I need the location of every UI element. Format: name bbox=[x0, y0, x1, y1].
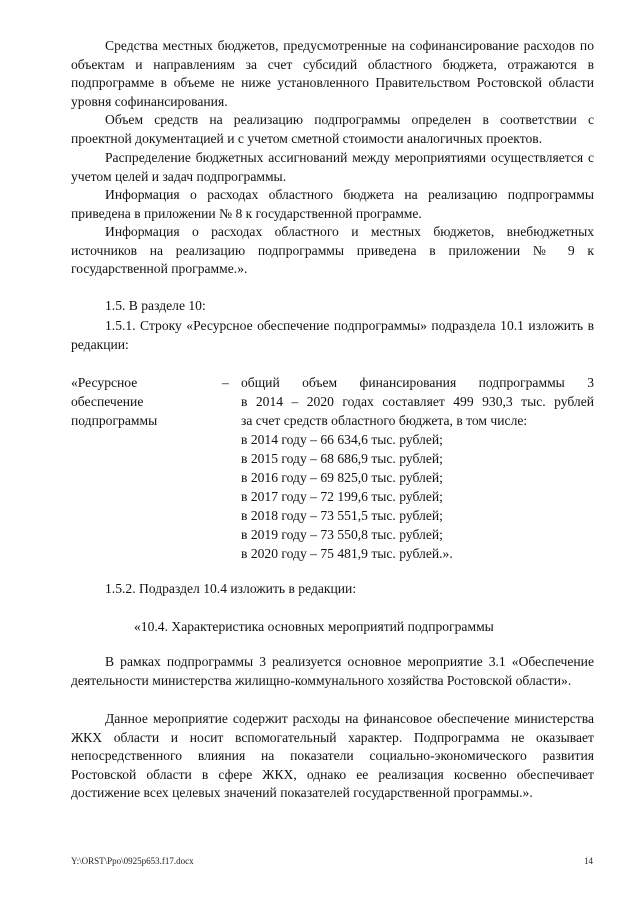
paragraph-info-local: Информация о расходах областного и местных бюджетов, внебюджетных источников на реализацию подпрограммы приведена в приложении № 9 к государственной программе.». bbox=[71, 224, 594, 277]
resource-year-2019: в 2019 году – 73 550,8 тыс. рублей; bbox=[241, 527, 443, 542]
resource-value-line: в 2014 – 2020 годах составляет 499 930,3 тыс. рублей bbox=[241, 394, 594, 409]
paragraph-distribution: Распределение бюджетных ассигнований между мероприятиями осуществляется с учетом целей и задач подпрограммы. bbox=[71, 150, 594, 184]
resource-year-2017: в 2017 году – 72 199,6 тыс. рублей; bbox=[241, 489, 443, 504]
resource-value-line: за счет средств областного бюджета, в том числе: bbox=[241, 413, 528, 428]
subsection-heading: «10.4. Характеристика основных мероприятий подпрограммы bbox=[134, 619, 494, 634]
resource-dash: – bbox=[222, 375, 229, 390]
resource-label-line: «Ресурсное bbox=[71, 375, 138, 390]
paragraph-volume: Объем средств на реализацию подпрограммы определен в соответствии с проектной документацией и с учетом сметной стоимости аналогичных проектов. bbox=[71, 112, 594, 146]
resource-label-line: обеспечение bbox=[71, 394, 144, 409]
page-number: 14 bbox=[584, 856, 593, 866]
resource-year-2014: в 2014 году – 66 634,6 тыс. рублей; bbox=[241, 432, 443, 447]
resource-year-2018: в 2018 году – 73 551,5 тыс. рублей; bbox=[241, 508, 443, 523]
paragraph-main-activity: В рамках подпрограммы 3 реализуется основное мероприятие 3.1 «Обеспечение деятельности министерства жилищно-коммунального хозяйства Ростовской области». bbox=[71, 654, 594, 688]
resource-label-line: подпрограммы bbox=[71, 413, 158, 428]
section-1-5: 1.5. В разделе 10: bbox=[105, 298, 206, 313]
paragraph-cofinancing: Средства местных бюджетов, предусмотренные на софинансирование расходов по объектам и направлениям за счет субсидий областного бюджета, отражаются в подпрограмме в объеме не ниже установленного Правительством Ростовской области уровня софинансирования. bbox=[71, 38, 594, 109]
resource-year-2020: в 2020 году – 75 481,9 тыс. рублей.». bbox=[241, 546, 453, 561]
footer-file-path: Y:\ORST\Ppo\0925p653.f17.docx bbox=[71, 856, 194, 866]
resource-year-2016: в 2016 году – 69 825,0 тыс. рублей; bbox=[241, 470, 443, 485]
paragraph-info-regional: Информация о расходах областного бюджета на реализацию подпрограммы приведена в приложении № 8 к государственной программе. bbox=[71, 187, 594, 221]
resource-value-line: общий объем финансирования подпрограммы 3 bbox=[241, 375, 594, 390]
section-1-5-1: 1.5.1. Строку «Ресурсное обеспечение подпрограммы» подраздела 10.1 изложить в редакции: bbox=[71, 318, 594, 352]
section-1-5-2: 1.5.2. Подраздел 10.4 изложить в редакции: bbox=[105, 581, 357, 596]
resource-year-2015: в 2015 году – 68 686,9 тыс. рублей; bbox=[241, 451, 443, 466]
paragraph-activity-description: Данное мероприятие содержит расходы на финансовое обеспечение министерства ЖКХ области и носит вспомогательный характер. Подпрограмма не оказывает непосредственного влияния на показатели социально-экономического развития Ростовской области в сфере ЖКХ, однако ее реализация косвенно обеспечивает достижение всех целевых значений показателей государственной программы.». bbox=[71, 711, 594, 801]
